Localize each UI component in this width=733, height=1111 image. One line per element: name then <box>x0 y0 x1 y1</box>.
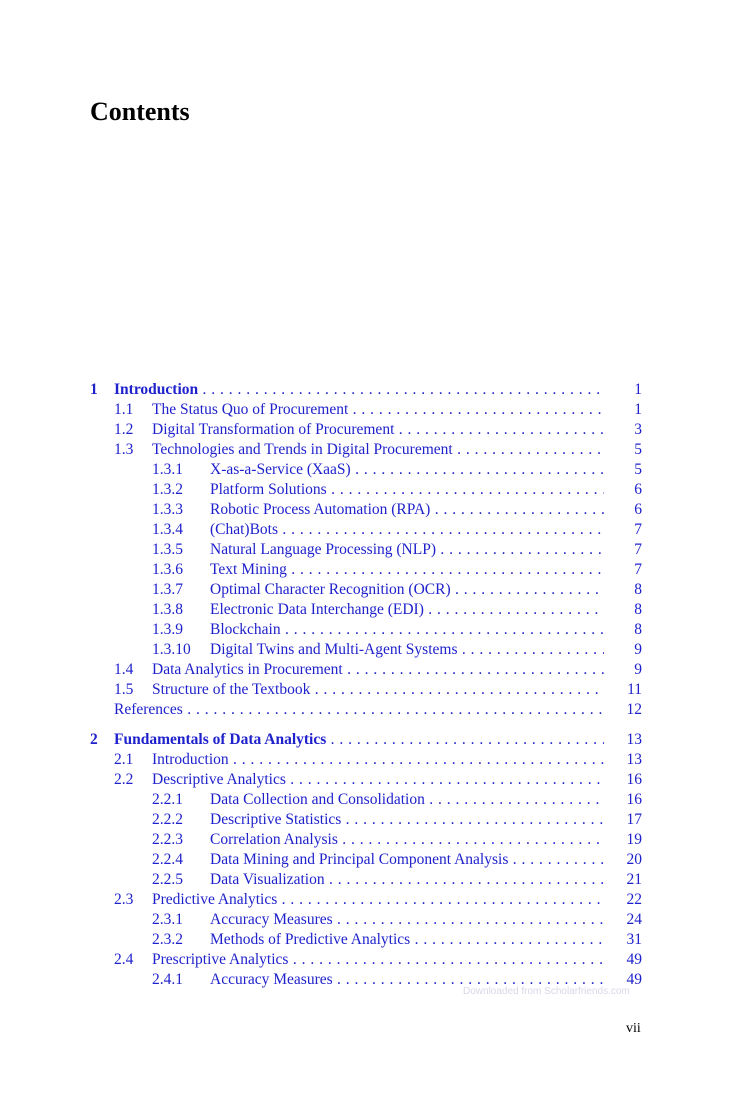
toc-page: 9 <box>634 661 642 678</box>
toc-title: Introduction <box>114 381 199 398</box>
toc-number: 1.3.4 <box>152 521 183 538</box>
toc-entry <box>210 480 604 500</box>
toc-page: 7 <box>634 541 642 558</box>
toc-page: 8 <box>634 601 642 618</box>
toc-number: 2.3.2 <box>152 931 183 948</box>
toc-subsection-1-3-10[interactable] <box>90 640 642 660</box>
toc-page: 24 <box>626 911 642 928</box>
toc-section-2-3[interactable] <box>90 890 642 910</box>
page-number: vii <box>626 1021 641 1036</box>
toc-title: Descriptive Statistics <box>210 811 342 828</box>
toc-number: 2.3.1 <box>152 911 183 928</box>
toc-number: 1.3.9 <box>152 621 183 638</box>
toc-entry <box>152 680 604 700</box>
toc-title: Technologies and Trends in Digital Procurement <box>152 441 453 458</box>
toc-page: 22 <box>626 891 642 908</box>
toc-title: Structure of the Textbook <box>152 681 311 698</box>
toc-subsection-2-3-1[interactable] <box>90 910 642 930</box>
toc-entry <box>210 600 604 620</box>
toc-title: References <box>114 701 183 718</box>
toc-page: 16 <box>626 791 642 808</box>
toc-entry <box>152 750 604 770</box>
toc-entry <box>152 420 604 440</box>
toc-entry <box>152 440 604 460</box>
toc-entry <box>210 500 604 520</box>
toc-section-1-1[interactable] <box>90 400 642 420</box>
toc-page: 12 <box>626 701 642 718</box>
toc-entry <box>210 580 604 600</box>
toc-page: 8 <box>634 581 642 598</box>
watermark: Downloaded from Scholarfriends.com <box>463 986 630 997</box>
toc-subsection-1-3-7[interactable] <box>90 580 642 600</box>
toc-number: 1.4 <box>114 661 134 678</box>
toc-subsection-1-3-8[interactable] <box>90 600 642 620</box>
toc-entry <box>152 950 604 970</box>
toc-title: Fundamentals of Data Analytics <box>114 731 327 748</box>
toc-page: 9 <box>634 641 642 658</box>
toc-entry <box>210 930 604 950</box>
toc-entry <box>210 460 604 480</box>
toc-number: 1.3.2 <box>152 481 183 498</box>
table-of-contents <box>90 380 642 990</box>
toc-number: 2.1 <box>114 751 134 768</box>
toc-page: 3 <box>634 421 642 438</box>
toc-subsection-1-3-2[interactable] <box>90 480 642 500</box>
toc-number: 2.2.5 <box>152 871 183 888</box>
toc-section-1-5[interactable] <box>90 680 642 700</box>
toc-page: 31 <box>626 931 642 948</box>
toc-page: 1 <box>634 381 642 398</box>
toc-title: Predictive Analytics <box>152 891 278 908</box>
toc-subsection-2-3-2[interactable] <box>90 930 642 950</box>
toc-entry <box>210 620 604 640</box>
toc-chapter-2[interactable] <box>90 730 642 750</box>
toc-number: 2.3 <box>114 891 134 908</box>
toc-title: Accuracy Measures <box>210 911 333 928</box>
toc-subsection-2-2-4[interactable] <box>90 850 642 870</box>
toc-entry <box>210 520 604 540</box>
toc-title: Data Analytics in Procurement <box>152 661 343 678</box>
toc-title: Data Visualization <box>210 871 325 888</box>
toc-number: 1.3.8 <box>152 601 183 618</box>
toc-subsection-2-2-3[interactable] <box>90 830 642 850</box>
toc-number: 1.3.7 <box>152 581 183 598</box>
toc-entry <box>114 730 604 750</box>
toc-subsection-1-3-9[interactable] <box>90 620 642 640</box>
toc-page: 16 <box>626 771 642 788</box>
toc-page: 5 <box>634 461 642 478</box>
toc-chapter-1[interactable] <box>90 380 642 400</box>
toc-entry <box>210 910 604 930</box>
toc-subsection-1-3-4[interactable] <box>90 520 642 540</box>
toc-title: Methods of Predictive Analytics <box>210 931 411 948</box>
toc-title: Prescriptive Analytics <box>152 951 289 968</box>
toc-section-1-4[interactable] <box>90 660 642 680</box>
toc-number: 2.4.1 <box>152 971 183 988</box>
toc-title: Electronic Data Interchange (EDI) <box>210 601 424 618</box>
toc-title: Descriptive Analytics <box>152 771 286 788</box>
toc-page: 7 <box>634 521 642 538</box>
toc-subsection-1-3-3[interactable] <box>90 500 642 520</box>
toc-number: 1.3.5 <box>152 541 183 558</box>
toc-page: 8 <box>634 621 642 638</box>
toc-section-2-4[interactable] <box>90 950 642 970</box>
toc-subsection-2-2-2[interactable] <box>90 810 642 830</box>
toc-page: 11 <box>627 681 642 698</box>
toc-page: 17 <box>626 811 642 828</box>
toc-page: 19 <box>626 831 642 848</box>
toc-entry <box>152 890 604 910</box>
toc-entry <box>114 380 604 400</box>
toc-entry <box>210 640 604 660</box>
toc-title: Text Mining <box>210 561 287 578</box>
toc-page: 49 <box>626 971 642 988</box>
toc-number: 2 <box>90 731 98 748</box>
toc-page: 5 <box>634 441 642 458</box>
toc-title: Correlation Analysis <box>210 831 338 848</box>
toc-number: 1.1 <box>114 401 134 418</box>
toc-number: 1.3.3 <box>152 501 183 518</box>
toc-subsection-2-2-1[interactable] <box>90 790 642 810</box>
toc-entry <box>210 790 604 810</box>
toc-entry <box>210 810 604 830</box>
toc-title: Blockchain <box>210 621 281 638</box>
toc-number: 1.3.1 <box>152 461 183 478</box>
toc-number: 2.2.4 <box>152 851 183 868</box>
toc-subsection-1-3-5[interactable] <box>90 540 642 560</box>
toc-section-2-2[interactable] <box>90 770 642 790</box>
toc-entry <box>152 770 604 790</box>
toc-number: 1.2 <box>114 421 134 438</box>
toc-title: Accuracy Measures <box>210 971 333 988</box>
toc-number: 1.3.10 <box>152 641 191 658</box>
toc-title: Introduction <box>152 751 229 768</box>
toc-entry <box>210 830 604 850</box>
toc-number: 2.2 <box>114 771 134 788</box>
toc-title: Platform Solutions <box>210 481 327 498</box>
toc-number: 2.4 <box>114 951 134 968</box>
toc-page: 6 <box>634 501 642 518</box>
toc-title: Digital Transformation of Procurement <box>152 421 395 438</box>
toc-entry <box>210 850 604 870</box>
toc-title: Natural Language Processing (NLP) <box>210 541 436 558</box>
toc-section-2-1[interactable] <box>90 750 642 770</box>
toc-page: 1 <box>634 401 642 418</box>
toc-page: 20 <box>626 851 642 868</box>
toc-references-1[interactable] <box>90 700 642 720</box>
toc-page: 6 <box>634 481 642 498</box>
toc-entry <box>210 870 604 890</box>
toc-entry <box>114 700 604 720</box>
toc-title: Robotic Process Automation (RPA) <box>210 501 431 518</box>
toc-title: Digital Twins and Multi-Agent Systems <box>210 641 458 658</box>
toc-title: Data Collection and Consolidation <box>210 791 425 808</box>
toc-section-1-2[interactable] <box>90 420 642 440</box>
toc-title: Optimal Character Recognition (OCR) <box>210 581 451 598</box>
toc-title: The Status Quo of Procurement <box>152 401 349 418</box>
page-title: Contents <box>90 97 190 126</box>
toc-page: 7 <box>634 561 642 578</box>
toc-page: 21 <box>626 871 642 888</box>
toc-entry <box>210 560 604 580</box>
toc-entry <box>152 400 604 420</box>
toc-page: 13 <box>626 731 642 748</box>
toc-section-1-3[interactable] <box>90 440 642 460</box>
toc-number: 2.2.2 <box>152 811 183 828</box>
toc-entry <box>210 540 604 560</box>
toc-number: 1.3 <box>114 441 134 458</box>
toc-page: 49 <box>626 951 642 968</box>
toc-page: 13 <box>626 751 642 768</box>
toc-number: 2.2.1 <box>152 791 183 808</box>
toc-title: (Chat)Bots <box>210 521 279 538</box>
toc-number: 1.5 <box>114 681 134 698</box>
toc-subsection-1-3-6[interactable] <box>90 560 642 580</box>
toc-subsection-1-3-1[interactable] <box>90 460 642 480</box>
toc-title: X-as-a-Service (XaaS) <box>210 461 351 478</box>
toc-entry <box>152 660 604 680</box>
toc-title: Data Mining and Principal Component Analysis <box>210 851 509 868</box>
toc-number: 2.2.3 <box>152 831 183 848</box>
toc-number: 1 <box>90 381 98 398</box>
toc-number: 1.3.6 <box>152 561 183 578</box>
toc-subsection-2-2-5[interactable] <box>90 870 642 890</box>
